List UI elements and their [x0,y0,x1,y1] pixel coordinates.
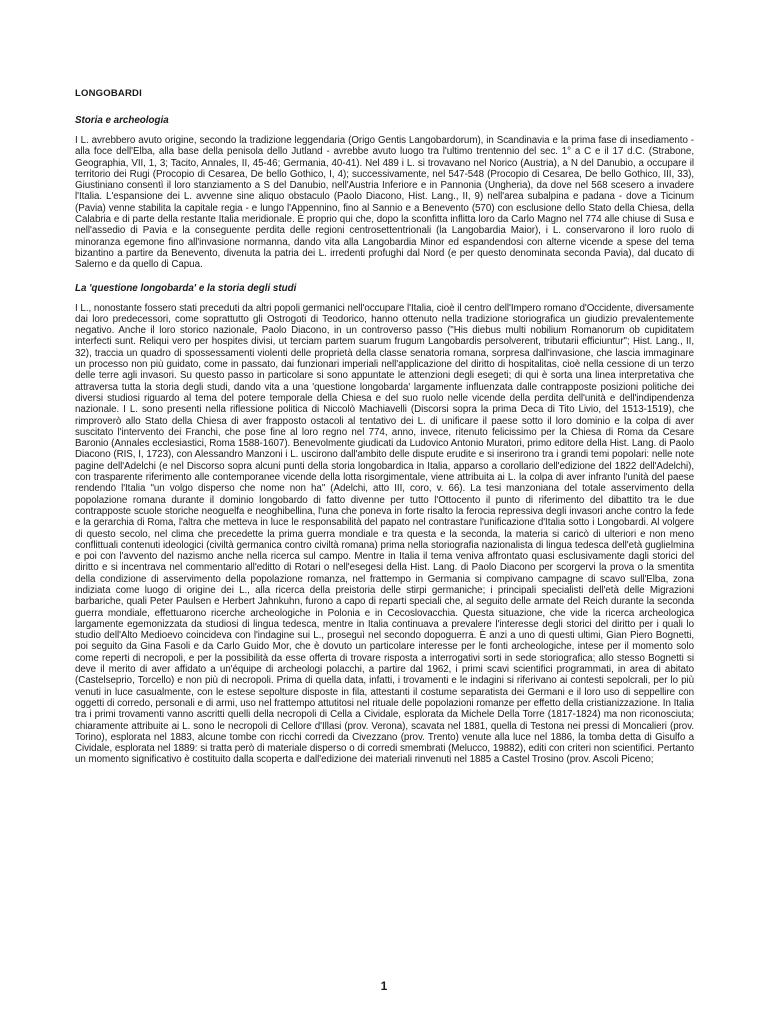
section-paragraph-questione: I L., nonostante fossero stati preceduti da altri popoli germanici nell'occupare l'Italia, cioè il centro dell'Impero romano d'Occidente, diversamente dai loro predecessori, come soprattutto gli Ostrogoti di Teodorico, hanno ottenuto nella tradizione storiografica un giudizio prevalentemente negativo. Anche il loro storico nazionale, Paolo Diacono, in un controverso passo ("His diebus multi nobilium Romanorum ob cupiditatem interfecti sunt. Reliqui vero per hospites divisi, ut terciam partem suarum frugum Langobardis persolverent, tributarii efficiuntur"; Hist. Lang., II, 32), traccia un quadro di spossessamenti violenti delle proprietà della classe senatoria romana, sorpresa dall'invasione, che lascia immaginare un processo non più guidato, come in passato, dai funzionari imperiali nell'applicazione del diritto di hospitalitas, cioè nella cessione di un terzo delle terre agli invasori. Su questo passo in particolare si sono appuntate le attenzioni degli esegeti; di qui è sorta una linea interpretativa che attraversa tutta la storia degli studi, dando vita a una 'questione longobarda' largamente influenzata dalle contrapposte posizioni politiche dei diversi studiosi riguardo al tema del potere temporale della Chiesa e del suo ruolo nelle vicende della perdita dell'unità e dell'indipendenza nazionale. I L. sono presenti nella riflessione politica di Niccolò Machiavelli (Discorsi sopra la prima Deca di Tito Livio, del 1513-1519), che rimproverò allo Stato della Chiesa di aver frapposto ostacoli al tentativo dei L. di unificare il paese sotto il loro dominio e la colpa di aver suscitato l'intervento dei Franchi, che pose fine al loro regno nel 774, anno, invece, ritenuto felicissimo per la Chiesa di Roma da Cesare Baronio (Annales ecclesiastici, Roma 1588-1607). Benevolmente giudicati da Ludovico Antonio Muratori, primo editore della Hist. Lang. di Paolo Diacono (RIS, I, 1723), con Alessandro Manzoni i L. uscirono dall'ambito delle dispute erudite e si inserirono tra i grandi temi popolari: nelle note pagine dell'Adelchi (e nel Discorso sopra alcuni punti della storia longobardica in Italia, apparso a corollario dell'edizione del 1822 dell'Adelchi), con trasparente riferimento alle contemporanee vicende della lotta risorgimentale, viene attribuita ai L. la colpa di aver infranto l'unità del paese rendendo l'Italia "un volgo disperso che nome non ha" (Adelchi, atto III, coro, v. 66). La tesi manzoniana del totale asservimento della popolazione romana durante il dominio longobardo di fatto divenne per tutto l'Ottocento il punto di riferimento del dibattito tra le due contrapposte scuole storiche neoguelfa e neoghibellina, l'una che poneva in forte risalto la ferocia repressiva degli invasori anche contro la fede e la gerarchia di Roma, l'altra che metteva in luce le responsabilità del papato nel contrastare l'unificazione d'Italia sotto i Longobardi. Al volgere di questo secolo, nel clima che precedette la prima guerra mondiale e tra questa e la seconda, la materia si caricò di ulteriori e non meno conflittuali contenuti ideologici (civiltà germanica contro civiltà romana) prima nella storiografia nazionalista di lingua tedesca dell'età guglielmina e poi con l'avvento del nazismo anche nella ricerca sul campo. Mentre in Italia il tema veniva affrontato quasi esclusivamente dagli storici del diritto e si incentrava nel commentario all'editto di Rotari o nell'esegesi della Hist. Lang. di Paolo Diacono per scorgervi la prova o la smentita della condizione di asservimento della popolazione romanza, nel frattempo in Germania si compivano campagne di scavo sull'Elba, zona indiziata come luogo di origine dei L., alla ricerca della preistoria delle stirpi germaniche; i principali specialisti dell'età delle Migrazioni barbariche, quali Peter Paulsen e Herbert Jahnkuhn, furono a capo di reparti speciali che, al seguito delle armate del Reich durante la seconda guerra mondiale, effettuarono ricerche archeologiche in Polonia e in Cecoslovacchia. Questa situazione, che vide la ricerca archeologica largamente egemonizzata da studiosi di lingua tedesca, mentre in Italia continuava a prevalere l'interesse degli storici del diritto per i quali lo studio dell'Alto Medioevo coincideva con l'indagine sui L., proseguì nel secondo dopoguerra. È anzi a uno di questi ultimi, Gian Piero Bognetti, poi seguito da Gina Fasoli e da Carlo Guido Mor, che è dovuto un particolare interesse per le fonti archeologiche, intese per il momento solo come reperti di necropoli, e per la possibilità da esse offerta di trovare risposta a interrogativi sorti in sede storiografica; allo stesso Bognetti si deve il merito di aver affidato a un'équipe di archeologi polacchi, a partire dal 1962, i primi scavi scientifici programmati, in area di abitato (Castelseprio, Torcello) e non più di necropoli. Prima di quella data, infatti, i trovamenti e le indagini si riferivano ai contesti sepolcrali, per lo più venuti in luce casualmente, con le estese sepolture disposte in fila, attestanti il costume separatista dei Germani e il loro uso di seppellire con oggetti di corredo, personali e di armi, uso nel frattempo attutitosi nel rituale delle popolazioni romanze per effetto della cristianizzazione. In Italia tra i primi trovamenti vanno ascritti quelli della necropoli di Cella a Cividale, esplorata da Michele Della Torre (1817-1824) ma non riconosciuta; chiaramente attribuite ai L. sono le necropoli di Cellore d'Illasi (prov. Verona), scavata nel 1881, quella di Testona nei pressi di Moncalieri (prov. Torino), esplorata nel 1883, alcune tombe con ricchi corredi da Civezzano (prov. Trento) venute alla luce nel 1886, la tomba detta di Gisulfo a Cividale, esplorata nel 1889: si tratta però di materiale disperso o di corredi smembrati (Melucco, 19882), editi con criteri non scientifici. Pertanto un momento significativo è costituito dalla scoperta e dall'edizione dei materiali rinvenuti nel 1885 a Castel Trosino (prov. Ascoli Piceno; [75,302,694,766]
document-title: LONGOBARDI [75,88,142,99]
section-heading-questione: La 'questione longobarda' e la storia degli studi [75,282,297,294]
section-paragraph-storia: I L. avrebbero avuto origine, secondo la tradizione leggendaria (Origo Gentis Langobardorum), in Scandinavia e la prima fase di insediamento - alla foce dell'Elba, alla base della penisola dello Jutland - avrebbe avuto luogo tra l'ultimo trentennio del sec. 1° a C e il 17 d.C. (Strabone, Geographia, VII, 1, 3; Tacito, Annales, II, 45-46; Germania, 40-41). Nel 489 i L. si trovavano nel Norico (Austria), a N del Danubio, a occupare il territorio dei Rugi (Procopio di Cesarea, De bello Gothico, I, 4); successivamente, nel 547-548 (Procopio di Cesarea, De bello Gothico, III, 33), Giustiniano consentì il loro stanziamento a S del Danubio, nell'Austria Inferiore e in Pannonia (Ungheria), da dove nel 568 scesero a invadere l'Italia. L'espansione dei L. avvenne sine aliquo obstaculo (Paolo Diacono, Hist. Lang., II, 9) nell'area subalpina e padana - dove a Ticinum (Pavia) venne stabilita la capitale regia - e lungo l'Appennino, fino al Sannio e a Benevento (570) con esclusione dello Stato della Chiesa, della Calabria e di parte della restante Italia meridionale. È proprio qui che, dopo la sconfitta inflitta loro da Carlo Magno nel 774 alle chiuse di Susa e nell'assedio di Pavia e la conseguente perdita delle regioni centrosettentrionali (la Langobardia Maior), i L. conservarono il loro ruolo di minoranza egemone fino all'invasione normanna, dando vita alla Langobardia Minor ed espandendosi con alterne vicende a spese del tema bizantino a partire da Benevento, divenuta la patria dei L. irredenti profughi dal Nord (e per questo denominata seconda Pavia), dal ducato di Salerno e da quello di Capua. [75,135,694,271]
section-heading-storia: Storia e archeologia [75,115,169,126]
page-number: 1 [380,979,388,993]
